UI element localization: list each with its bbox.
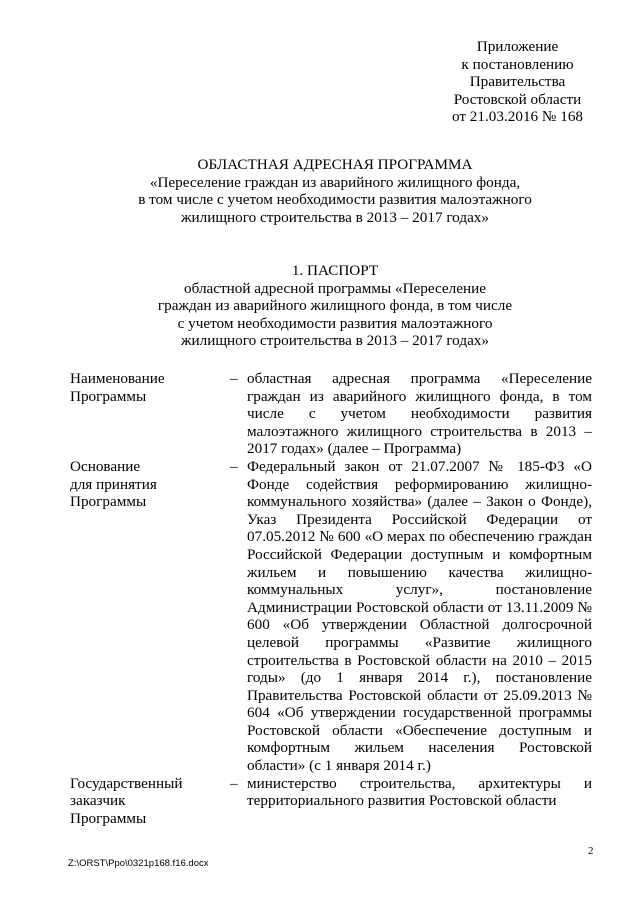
passport-row-name <box>70 370 600 458</box>
row-value: Федеральный закон от 21.07.2007 № 185-ФЗ «О Фонде содействия реформированию жилищно-коммунального хозяйства» (далее – Закон о Фонде), Указ Президента Российской Федерации от 07.05.2012 № 600 «О мерах по обеспечению граждан Российской Федерации доступным и комфортным жильем и повышению качества жилищно-коммунальных услуг», постановление Администрации Ростовской области от 13.11.2009 № 600 «Об утверждении Областной долгосрочной целевой программы «Развитие жилищного строительства в Ростовской области на 2010 – 2015 годы» (до 1 января 2014 г.), постановление Правительства Ростовской области от 25.09.2013 № 604 «Об утверждении государственной программы Ростовской области «Обеспечение доступным и комфортным жильем населения Ростовской области» (с 1 января 2014 г.) <box>247 457 592 775</box>
appendix-line: Правительства <box>469 73 566 91</box>
appendix-line: к постановлению <box>461 55 574 73</box>
row-dash: – <box>230 774 238 792</box>
passport-row-customer <box>70 775 600 828</box>
program-title-line: жилищного строительства в 2013 – 2017 годах» <box>181 208 489 226</box>
passport-table <box>70 370 600 827</box>
program-title-line: в том числе с учетом необходимости развития малоэтажного <box>138 191 532 209</box>
appendix-line: Приложение <box>476 38 559 55</box>
row-label <box>70 775 230 828</box>
program-title-line: «Переселение граждан из аварийного жилищного фонда, <box>149 173 521 191</box>
row-value: министерство строительства, архитектуры и территориального развития Ростовской области <box>247 774 592 810</box>
passport-title-line: с учетом необходимости развития малоэтажного <box>177 314 493 332</box>
appendix-line: Ростовской области <box>453 90 582 108</box>
row-label <box>70 458 230 511</box>
row-label-line: для принятия <box>70 475 157 493</box>
row-label-line: Основание <box>70 457 141 475</box>
appendix-line: от 21.03.2016 № 168 <box>451 108 584 126</box>
page-number: 2 <box>588 845 594 857</box>
passport-title-line: жилищного строительства в 2013 – 2017 годах» <box>181 332 489 350</box>
passport-row-basis <box>70 458 600 775</box>
file-path-footer: Z:\ORST\Ppo\0321p168.f16.docx <box>68 858 209 869</box>
row-label-line: Программы <box>70 387 147 405</box>
row-label-line: Программы <box>70 809 147 827</box>
passport-title-line: граждан из аварийного жилищного фонда, в том числе <box>157 297 513 315</box>
row-value: областная адресная программа «Переселение граждан из аварийного жилищного фонда, в том числе с учетом необходимости развития малоэтажного жилищного строительства в 2013 – 2017 годах» (далее – Программа) <box>247 370 592 458</box>
row-dash: – <box>230 457 238 475</box>
row-dash: – <box>230 370 238 387</box>
row-label-line: Наименование <box>70 370 165 387</box>
appendix-header <box>430 38 605 126</box>
row-label-line: Программы <box>70 493 147 511</box>
program-title <box>80 156 590 226</box>
row-label-line: Государственный <box>70 774 183 792</box>
passport-title <box>80 262 590 350</box>
row-label-line: заказчик <box>70 792 126 810</box>
row-label <box>70 370 230 405</box>
passport-title-line: областной адресной программы «Переселение <box>184 279 486 297</box>
passport-title-line: 1. ПАСПОРТ <box>291 262 379 279</box>
program-title-line: ОБЛАСТНАЯ АДРЕСНАЯ ПРОГРАММА <box>197 156 473 173</box>
